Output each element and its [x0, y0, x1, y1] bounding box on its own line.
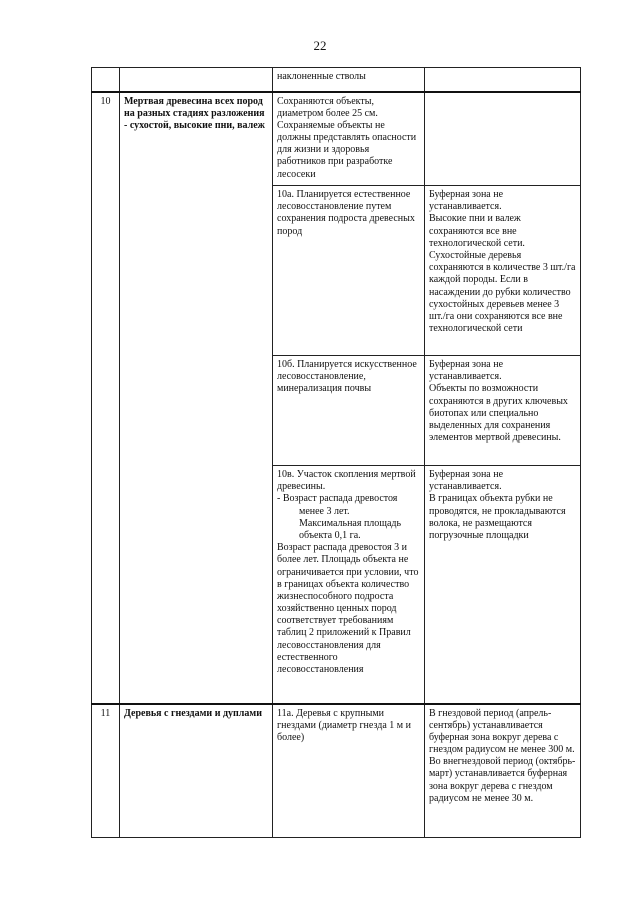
measure-cell: 11а. Деревья с крупными гнездами (диаметр гнезда 1 м и более)	[273, 704, 425, 838]
buffer-cell	[425, 68, 581, 92]
measure-cell	[273, 466, 425, 704]
measure-text: 10в. Участок скопления мертвой древесины.	[277, 469, 416, 493]
buffer-text: Буферная зона не устанавливается.	[429, 189, 504, 213]
page-number: 22	[313, 38, 327, 53]
buffer-cell	[425, 356, 581, 466]
table-row	[92, 92, 581, 186]
measure-text: менее 3 лет.	[299, 505, 350, 517]
row-number-cell: 11	[92, 704, 120, 838]
buffer-text: Объекты по возможности сохраняются в других ключевых биотопах или специально выделенных для сохранения элементов мертвой древесины.	[429, 383, 568, 444]
measure-cell: 10б. Планируется искусственное лесовосстановление, минерализация почвы	[273, 356, 425, 466]
measure-text: - Возраст распада древостоя	[277, 493, 398, 505]
biotope-table	[91, 67, 581, 838]
buffer-cell	[425, 466, 581, 704]
measure-cell: Сохраняются объекты, диаметром более 25 см. Сохраняемые объекты не должны представлять опасности для жизни и здоровья работников при разработке лесосеки	[273, 92, 425, 186]
row-number-cell: 10	[92, 92, 120, 704]
buffer-text: Высокие пни и валеж сохраняются все вне технологической сети.	[429, 213, 525, 249]
table-row	[92, 68, 581, 92]
buffer-cell	[425, 186, 581, 356]
object-cell: Мертвая древесина всех пород на разных стадиях разложения - сухостой, высокие пни, валеж	[120, 92, 273, 704]
buffer-text: В гнездовой период (апрель-сентябрь) устанавливается буферная зона вокруг дерева с гнездом радиусом не менее 300 м.	[429, 707, 575, 756]
row-number-cell	[92, 68, 120, 92]
table-row	[92, 704, 581, 838]
measure-cell: 10а. Планируется естественное лесовосстановление путем сохранения подроста древесных пород	[273, 186, 425, 356]
buffer-text: Буферная зона не устанавливается.	[429, 469, 504, 493]
buffer-text: Сухостойные деревья сохраняются в количестве 3 шт./га каждой породы. Если в насаждении до рубки количество сухостойных деревьев менее 3 шт./га они сохраняются все вне технологической сети	[429, 249, 576, 335]
object-cell: Деревья с гнездами и дуплами	[120, 704, 273, 838]
buffer-text: Во внегнездовой период (октябрь-март) устанавливается буферная зона вокруг дерева с гнездом радиусом не менее 30 м.	[429, 756, 576, 804]
measure-text: Возраст распада древостоя 3 и более лет. Площадь объекта не ограничивается при условии, что в границах объекта количество жизнеспособного подроста хозяйственно ценных пород соответствует требованиям таблиц 2 приложений к Правил лесовосстановления для естественного лесовосстановления	[277, 542, 419, 675]
buffer-cell	[425, 92, 581, 186]
measure-text: Максимальная площадь объекта 0,1 га.	[299, 517, 402, 541]
measure-cell: наклоненные стволы	[273, 68, 425, 92]
object-cell	[120, 68, 273, 92]
buffer-text: В границах объекта рубки не проводятся, не прокладываются волока, не размещаются погрузочные площадки	[429, 493, 566, 541]
buffer-cell	[425, 704, 581, 838]
buffer-text: Буферная зона не устанавливается.	[429, 359, 504, 383]
